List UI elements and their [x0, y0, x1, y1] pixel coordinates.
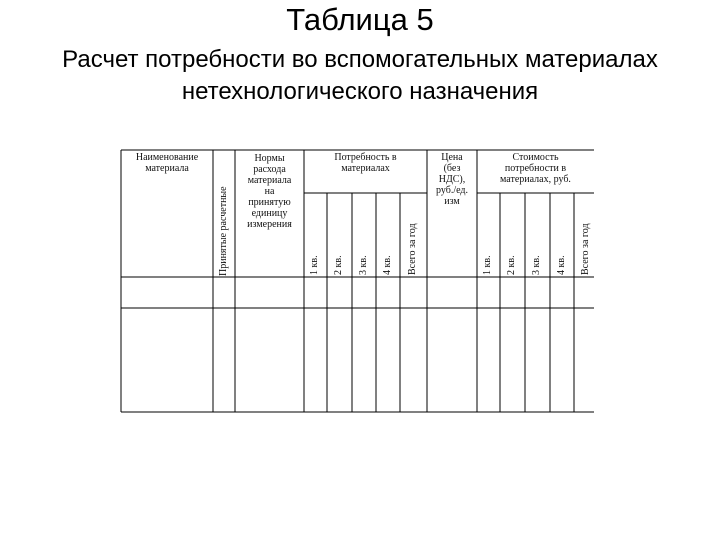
- need-q3-label: 3 кв.: [358, 255, 369, 275]
- header-need-group: Потребность в материалах: [334, 152, 397, 174]
- slide-title: Таблица 5: [286, 2, 434, 37]
- need-year-label: Всего за год: [407, 223, 418, 275]
- need-q1-label: 1 кв.: [309, 255, 320, 275]
- cost-year-label: Всего за год: [580, 223, 591, 275]
- header-material-name: Наименование материала: [135, 152, 199, 174]
- subtitle-line-1: Расчет потребности во вспомогательных материалах: [62, 46, 658, 73]
- header-norms: Нормы расхода материала на принятую единицу измерения: [247, 153, 292, 230]
- header-price: Цена (без НДС), руб./ед. изм: [436, 152, 468, 207]
- cost-q4-label: 4 кв.: [556, 255, 567, 275]
- need-q2-label: 2 кв.: [333, 255, 344, 275]
- cost-q2-label: 2 кв.: [506, 255, 517, 275]
- header-cost-group: Стоимость потребности в материалах, руб.: [500, 152, 571, 185]
- cost-q1-label: 1 кв.: [482, 255, 493, 275]
- subtitle-line-2: нетехнологического назначения: [181, 78, 539, 105]
- cost-q3-label: 3 кв.: [531, 255, 542, 275]
- need-q4-label: 4 кв.: [382, 255, 393, 275]
- header-unit-vertical: Принятые расчетные: [218, 186, 229, 276]
